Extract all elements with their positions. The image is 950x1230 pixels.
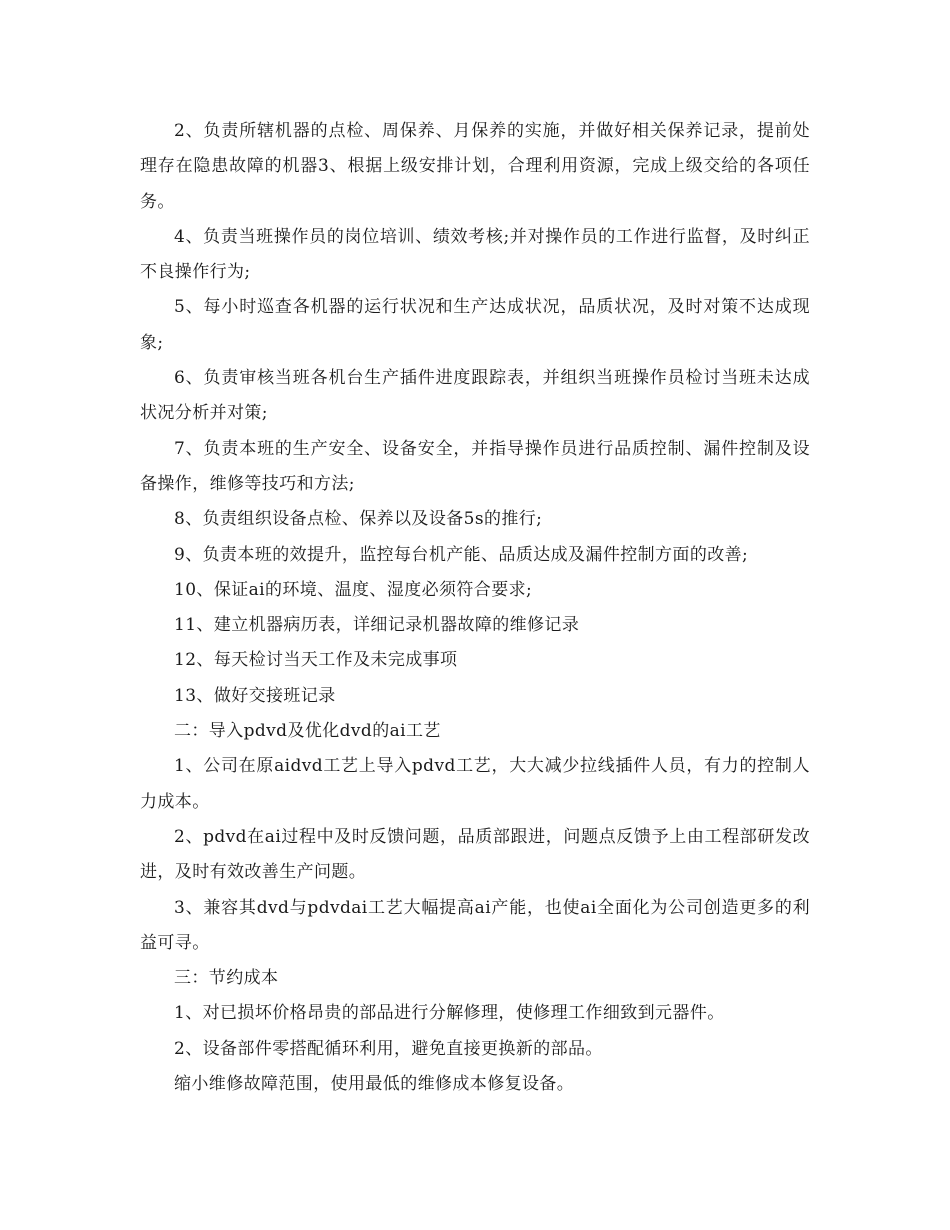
document-body xyxy=(140,114,810,1102)
paragraph-pdvd-3: 3、兼容其dvd与pdvdai工艺大幅提高ai产能，也使ai全面化为公司创造更多的利益可寻。 xyxy=(140,897,810,953)
paragraph-item-11: 11、建立机器病历表，详细记录机器故障的维修记录 xyxy=(174,615,580,636)
paragraph-item-4: 4、负责当班操作员的岗位培训、绩效考核;并对操作员的工作进行监督，及时纠正不良操作行为; xyxy=(140,226,810,283)
paragraph-item-13: 13、做好交接班记录 xyxy=(174,685,336,706)
paragraph-pdvd-2: 2、pdvd在ai过程中及时反馈问题，品质部跟进，问题点反馈予上由工程部研发改进，及时有效改善生产问题。 xyxy=(140,826,810,883)
paragraph-item-12: 12、每天检讨当天工作及未完成事项 xyxy=(174,650,458,671)
paragraph-item-2: 2、负责所辖机器的点检、周保养、月保养的实施，并做好相关保养记录，提前处理存在隐患故障的机器3、根据上级安排计划，合理利用资源，完成上级交给的各项任务。 xyxy=(140,121,810,212)
paragraph-item-8: 8、负责组织设备点检、保养以及设备5s的推行; xyxy=(174,509,543,530)
paragraph-item-6: 6、负责审核当班各机台生产插件进度跟踪表，并组织当班操作员检讨当班未达成状况分析并对策; xyxy=(140,368,810,424)
paragraph-item-5: 5、每小时巡查各机器的运行状况和生产达成状况，品质状况，及时对策不达成现象; xyxy=(140,297,810,353)
paragraph-item-9: 9、负责本班的效提升，监控每台机产能、品质达成及漏件控制方面的改善; xyxy=(174,544,749,565)
section-heading-3: 三：节约成本 xyxy=(174,968,279,989)
paragraph-item-10: 10、保证ai的环境、温度、湿度必须符合要求; xyxy=(174,579,533,600)
paragraph-cost-3: 缩小维修故障范围，使用最低的维修成本修复设备。 xyxy=(174,1074,575,1095)
paragraph-item-7: 7、负责本班的生产安全、设备安全，并指导操作员进行品质控制、漏件控制及设备操作，维修等技巧和方法; xyxy=(140,438,810,494)
section-heading-2: 二：导入pdvd及优化dvd的ai工艺 xyxy=(174,721,441,742)
paragraph-cost-2: 2、设备部件零搭配循环利用，避免直接更换新的部品。 xyxy=(174,1038,603,1059)
paragraph-cost-1: 1、对已损坏价格昂贵的部品进行分解修理，使修理工作细致到元器件。 xyxy=(174,1003,725,1024)
paragraph-pdvd-1: 1、公司在原aidvd工艺上导入pdvd工艺，大大减少拉线插件人员，有力的控制人力成本。 xyxy=(140,756,810,812)
